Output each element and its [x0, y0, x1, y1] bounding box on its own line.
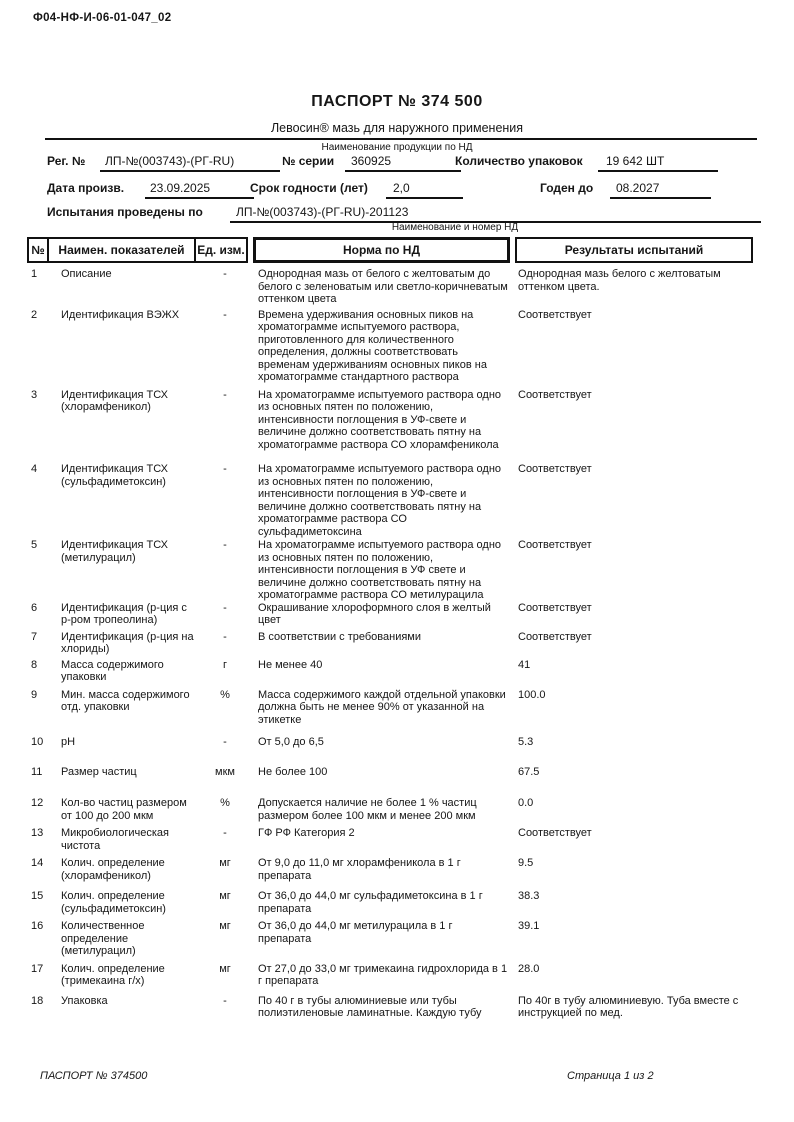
norm-text: От 9,0 до 11,0 мг хлорамфеникола в 1 г препарата	[258, 857, 461, 882]
result-text: Соответствует	[518, 539, 592, 551]
norm-text: На хроматограмме испытуемого раствора одно из основных пятен по положению, интенсивности поглощения в УФ-свете и величине должно соответствовать пятну на хроматограмме раствора СО хлорамфеникола	[258, 388, 502, 451]
unit-value: -	[223, 539, 227, 551]
indicator-name: Описание	[61, 268, 112, 280]
result-text: 41	[518, 658, 531, 671]
row-number: 16	[31, 920, 44, 932]
table-row	[27, 857, 755, 882]
indicator-name: Мин. масса содержимого отд. упаковки	[61, 688, 190, 713]
table-row	[27, 659, 755, 684]
shelf-life-value: 2,0	[386, 181, 463, 199]
table-row	[27, 602, 755, 627]
row-number: 9	[31, 688, 38, 701]
norm-text: Масса содержимого каждой отдельной упаковки должна быть не менее 90% от указанной на этикетке	[258, 688, 506, 726]
unit-value: мг	[219, 890, 231, 902]
header-number: №	[27, 237, 49, 263]
result-text: 67.5	[518, 765, 540, 778]
series-value: 360925	[345, 154, 461, 172]
unit-value: -	[223, 601, 227, 614]
divider-line	[45, 138, 757, 140]
indicator-name: Идентификация ТСХ (сульфадиметоксин)	[61, 463, 168, 488]
result-text: Соответствует	[518, 827, 592, 839]
result-text: Соответствует	[518, 388, 592, 401]
indicator-name: Размер частиц	[61, 765, 137, 778]
shelf-life-label: Срок годности (лет)	[250, 181, 368, 195]
reg-number-label: Рег. №	[47, 154, 86, 168]
table-row	[27, 827, 755, 852]
unit-value: -	[223, 827, 227, 839]
row-number: 14	[31, 857, 44, 869]
table-row	[27, 890, 755, 915]
series-label: № серии	[282, 154, 335, 168]
row-number: 11	[31, 765, 43, 778]
unit-value: -	[223, 463, 227, 475]
indicator-name: Колич. определение (сульфадиметоксин)	[61, 890, 166, 915]
row-number: 12	[31, 797, 44, 809]
row-number: 6	[31, 601, 38, 614]
norm-text: Времена удерживания основных пиков на хроматограмме испытуемого раствора, приготовленного для количественного определения, должны соответствовать временам удерживаниям основных пиков на хроматограмме стандартного раствора	[258, 308, 487, 383]
result-text: 28.0	[518, 962, 540, 975]
unit-value: мг	[219, 857, 231, 869]
row-number: 8	[31, 658, 38, 671]
norm-text: Однородная мазь от белого с желтоватым до белого с зеленоватым или светло-коричневатым оттенком цвета	[258, 268, 508, 305]
row-number: 13	[31, 827, 44, 839]
result-text: Соответствует	[518, 601, 592, 614]
table-row	[27, 995, 755, 1020]
norm-text: По 40 г в тубы алюминиевые или тубы полиэтиленовые ламинатные. Каждую тубу	[258, 994, 482, 1019]
production-date-value: 23.09.2025	[145, 181, 254, 199]
indicator-name: pH	[61, 736, 76, 748]
norm-text: Окрашивание хлороформного слоя в желтый цвет	[258, 601, 491, 626]
table-row	[27, 631, 755, 656]
unit-value: %	[220, 797, 230, 809]
indicator-name: Упаковка	[61, 994, 108, 1007]
table-row	[27, 268, 755, 306]
row-number: 17	[31, 962, 44, 975]
header-indicator: Наимен. показателей	[47, 237, 196, 263]
indicator-name: Микробиологическая чистота	[61, 827, 169, 852]
norm-text: На хроматограмме испытуемого раствора одно из основных пятен по положению, интенсивности поглощения в УФ-свете и величине должно соответствовать пятну на хроматограмме раствора СО сульфадиметоксина	[258, 463, 502, 538]
test-results-table	[27, 237, 755, 1020]
norm-text: ГФ РФ Категория 2	[258, 827, 355, 839]
norm-text: Не менее 40	[258, 658, 323, 671]
unit-value: мкм	[215, 765, 235, 778]
unit-value: -	[223, 736, 227, 748]
product-name: Левосин® мазь для наружного применения	[270, 121, 524, 135]
unit-value: -	[223, 630, 227, 643]
norm-text: Не более 100	[258, 765, 328, 778]
row-number: 15	[31, 890, 44, 902]
norm-text: От 36,0 до 44,0 мг сульфадиметоксина в 1 г препарата	[258, 890, 483, 915]
result-text: 5.3	[518, 736, 534, 748]
result-text: 38.3	[518, 890, 540, 902]
row-number: 3	[31, 388, 38, 401]
indicator-name: Идентификация ВЭЖХ	[61, 308, 180, 321]
table-row	[27, 736, 755, 749]
product-name-caption: Наименование продукции по НД	[321, 142, 473, 153]
result-text: 100.0	[518, 688, 546, 701]
indicator-name: Колич. определение (хлорамфеникол)	[61, 857, 165, 882]
indicator-name: Идентификация ТСХ (метилурацил)	[61, 539, 168, 564]
tested-according-to-value: ЛП-№(003743)-(РГ-RU)-201123	[230, 205, 761, 223]
unit-value: -	[223, 268, 227, 280]
table-body	[27, 268, 755, 1020]
indicator-name: Колич. определение (тримекаина г/х)	[61, 962, 165, 987]
page-title: ПАСПОРТ № 374 500	[311, 93, 483, 110]
row-number: 4	[31, 463, 38, 475]
result-text: Соответствует	[518, 463, 592, 475]
footer-passport-number: ПАСПОРТ № 374500	[40, 1070, 148, 1082]
table-row	[27, 797, 755, 822]
table-row	[27, 689, 755, 727]
header-results: Результаты испытаний	[515, 237, 753, 263]
unit-value: -	[223, 388, 227, 401]
unit-value: -	[223, 994, 227, 1007]
row-number: 10	[31, 736, 44, 748]
indicator-name: Количественное определение (метилурацил)	[61, 920, 145, 957]
result-text: 9.5	[518, 857, 534, 869]
table-row	[27, 963, 755, 988]
tested-according-to-label: Испытания проведены по	[47, 205, 203, 219]
header-unit: Ед. изм.	[194, 237, 248, 263]
nd-name-number-caption: Наименование и номер НД	[391, 222, 519, 233]
norm-text: Допускается наличие не более 1 % частиц размером более 100 мкм и менее 200 мкм	[258, 797, 477, 822]
table-row	[27, 539, 755, 602]
package-count-value: 19 642 ШТ	[598, 154, 718, 172]
row-number: 7	[31, 630, 38, 643]
table-row	[27, 766, 755, 779]
row-number: 2	[31, 308, 38, 321]
table-row	[27, 389, 755, 452]
result-text: 0.0	[518, 797, 534, 809]
result-text: Соответствует	[518, 630, 592, 643]
indicator-name: Идентификация ТСХ (хлорамфеникол)	[61, 388, 168, 413]
table-row	[27, 463, 755, 538]
result-text: Однородная мазь белого с желтоватым оттенком цвета.	[518, 268, 721, 293]
row-number: 18	[31, 994, 44, 1007]
norm-text: От 36,0 до 44,0 мг метилурацила в 1 г препарата	[258, 920, 453, 945]
form-code: Ф04-НФ-И-06-01-047_02	[33, 12, 172, 24]
norm-text: На хроматограмме испытуемого раствора одно из основных пятен по положению, интенсивности поглощения в УФ свете и величине должно соответствовать пятну на хроматограмме раствора СО метилурацила	[258, 539, 502, 601]
row-number: 5	[31, 539, 38, 551]
unit-value: мг	[219, 920, 231, 932]
unit-value: мг	[219, 962, 231, 975]
expiry-value: 08.2027	[610, 181, 711, 199]
unit-value: -	[223, 308, 227, 321]
result-text: По 40г в тубу алюминиевую. Туба вместе с инструкцией по мед.	[518, 994, 739, 1019]
header-norm: Норма по НД	[253, 237, 510, 263]
norm-text: В соответствии с требованиями	[258, 630, 422, 643]
indicator-name: Кол-во частиц размером от 100 до 200 мкм	[61, 797, 187, 822]
table-row	[27, 309, 755, 384]
unit-value: %	[220, 688, 230, 701]
indicator-name: Масса содержимого упаковки	[61, 658, 164, 683]
result-text: Соответствует	[518, 308, 592, 321]
reg-number-value: ЛП-№(003743)-(РГ-RU)	[100, 154, 280, 172]
result-text: 39.1	[518, 920, 540, 932]
table-row	[27, 920, 755, 958]
norm-text: От 5,0 до 6,5	[258, 736, 324, 748]
table-header-row	[27, 237, 755, 263]
footer-page-number: Страница 1 из 2	[567, 1070, 654, 1082]
norm-text: От 27,0 до 33,0 мг тримекаина гидрохлорида в 1 г препарата	[258, 962, 508, 987]
indicator-name: Идентификация (р-ция с р-ром тропеолина)	[61, 601, 187, 626]
unit-value: г	[222, 658, 227, 671]
package-count-label: Количество упаковок	[455, 154, 583, 168]
row-number: 1	[31, 268, 38, 280]
indicator-name: Идентификация (р-ция на хлориды)	[61, 630, 194, 655]
production-date-label: Дата произв.	[47, 181, 125, 195]
expiry-label: Годен до	[540, 181, 594, 195]
